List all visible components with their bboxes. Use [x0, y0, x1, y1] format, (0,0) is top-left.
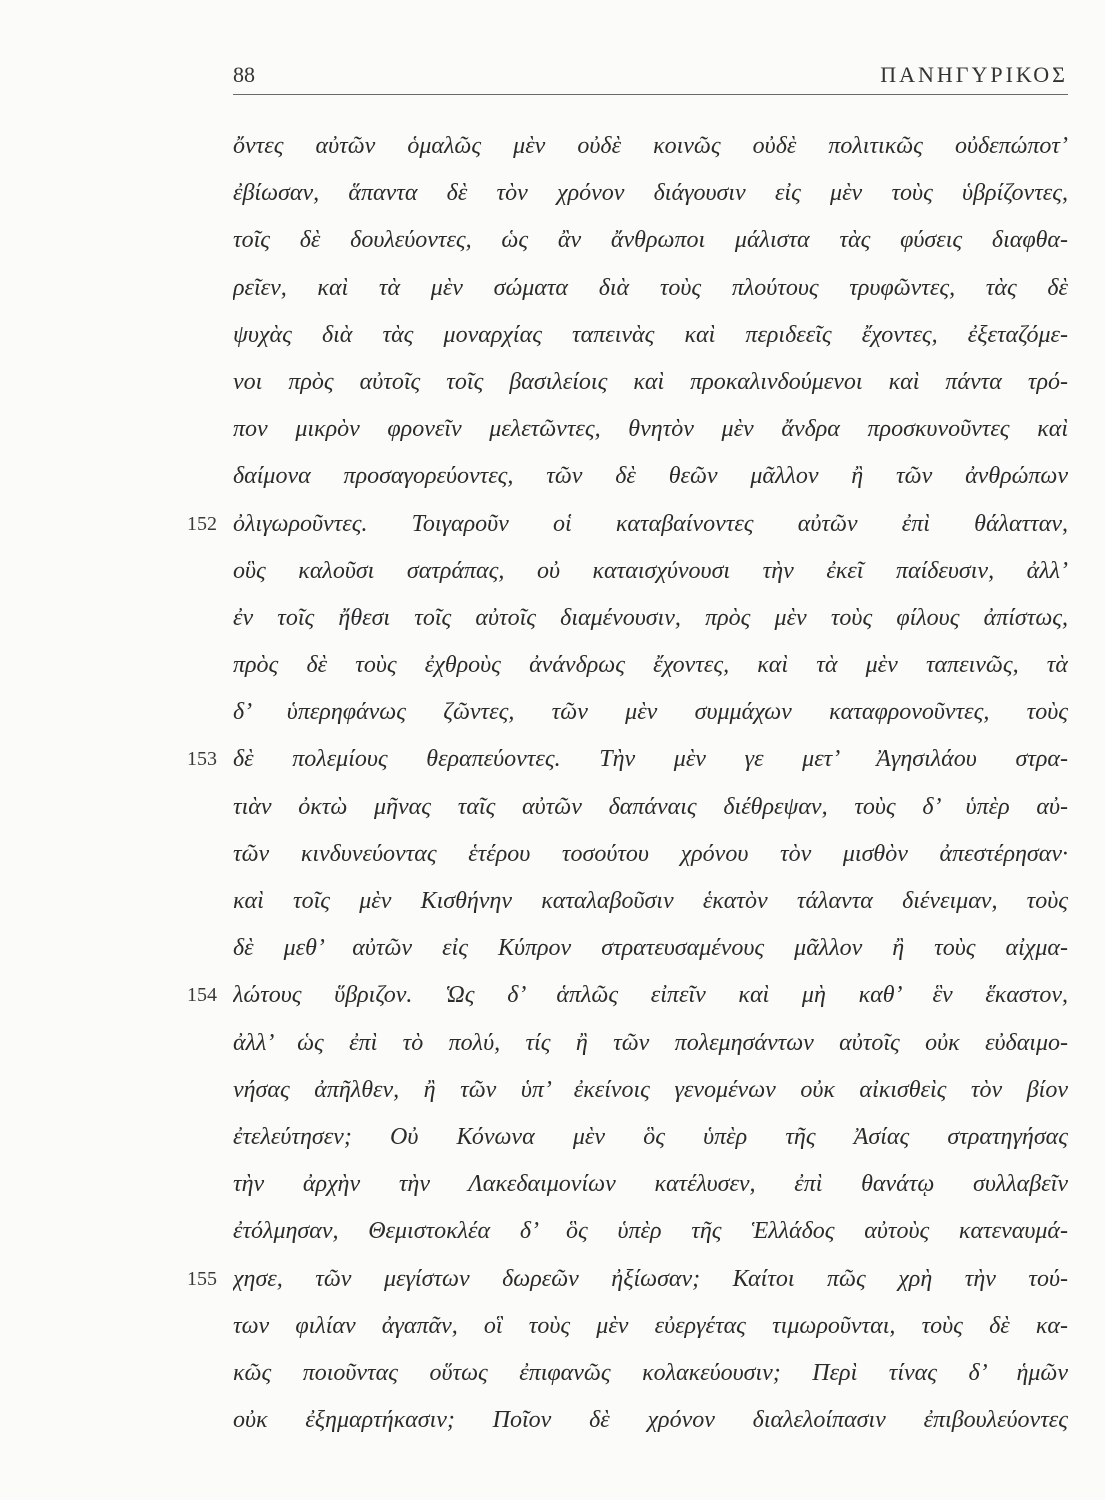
section-number: 154 [187, 984, 217, 1007]
line-text: λώτους ὕβριζον. Ὡς δ’ ἁπλῶς εἰπεῖν καὶ μὴ καθ’ ἓν ἕκαστον, [233, 982, 1068, 1009]
line-text: οὓς καλοῦσι σατράπας, οὐ καταισχύνουσι τὴν ἐκεῖ παίδευσιν, ἀλλ’ [233, 557, 1068, 584]
line-text: τῶν κινδυνεύοντας ἑτέρου τοσούτου χρόνου τὸν μισθὸν ἀπεστέρησαν· [233, 840, 1068, 867]
section-number: 155 [187, 1267, 217, 1290]
text-line [233, 1020, 1068, 1067]
text-line [233, 123, 1068, 170]
line-text: χησε, τῶν μεγίστων δωρεῶν ἠξίωσαν; Καίτοι πῶς χρὴ τὴν τού- [233, 1265, 1068, 1292]
line-text: ὀλιγωροῦντες. Τοιγαροῦν οἱ καταβαίνοντες αὐτῶν ἐπὶ θάλατταν, [233, 510, 1068, 537]
line-text: νήσας ἀπῆλθεν, ἢ τῶν ὑπ’ ἐκείνοις γενομένων οὐκ αἰκισθεὶς τὸν βίον [233, 1076, 1068, 1103]
header-rule [233, 94, 1068, 95]
line-text: ἐτελεύτησεν; Οὐ Κόνωνα μὲν ὃς ὑπὲρ τῆς Ἀσίας στρατηγήσας [233, 1123, 1068, 1150]
body-text [187, 123, 1068, 1444]
section-number: 152 [187, 512, 217, 535]
text-line [233, 925, 1068, 972]
text-line [233, 406, 1068, 453]
text-line [187, 1256, 1068, 1303]
text-line [187, 972, 1068, 1019]
line-text: δαίμονα προσαγορεύοντες, τῶν δὲ θεῶν μᾶλλον ἢ τῶν ἀνθρώπων [233, 463, 1068, 490]
line-text: ἐν τοῖς ἤθεσι τοῖς αὐτοῖς διαμένουσιν, πρὸς μὲν τοὺς φίλους ἀπίστως, [233, 604, 1068, 631]
line-text: τοῖς δὲ δουλεύοντες, ὡς ἂν ἄνθρωποι μάλιστα τὰς φύσεις διαφθα- [233, 227, 1068, 254]
line-text: ψυχὰς διὰ τὰς μοναρχίας ταπεινὰς καὶ περιδεεῖς ἔχοντες, ἐξεταζόμε- [233, 321, 1068, 348]
line-text: νοι πρὸς αὐτοῖς τοῖς βασιλείοις καὶ προκαλινδούμενοι καὶ πάντα τρό- [233, 368, 1068, 395]
line-text: δ’ ὑπερηφάνως ζῶντες, τῶν μὲν συμμάχων καταφρονοῦντες, τοὺς [233, 699, 1068, 726]
text-line [233, 878, 1068, 925]
text-line [233, 595, 1068, 642]
line-text: πον μικρὸν φρονεῖν μελετῶντες, θνητὸν μὲν ἄνδρα προσκυνοῦντες καὶ [233, 416, 1068, 443]
text-line [187, 736, 1068, 783]
section-number: 153 [187, 748, 217, 771]
line-text: τὴν ἀρχὴν τὴν Λακεδαιμονίων κατέλυσεν, ἐπὶ θανάτῳ συλλαβεῖν [233, 1171, 1068, 1198]
text-line [233, 1397, 1068, 1444]
text-line [233, 689, 1068, 736]
text-line [233, 217, 1068, 264]
line-text: ρεῖεν, καὶ τὰ μὲν σώματα διὰ τοὺς πλούτους τρυφῶντες, τὰς δὲ [233, 274, 1068, 301]
line-text: δὲ πολεμίους θεραπεύοντες. Τὴν μὲν γε μετ’ Ἀγησιλάου στρα- [233, 746, 1068, 773]
line-text: ἐβίωσαν, ἅπαντα δὲ τὸν χρόνον διάγουσιν εἰς μὲν τοὺς ὑβρίζοντες, [233, 180, 1068, 207]
line-text: ἀλλ’ ὡς ἐπὶ τὸ πολύ, τίς ἢ τῶν πολεμησάντων αὐτοῖς οὐκ εὐδαιμο- [233, 1029, 1068, 1056]
text-line [233, 170, 1068, 217]
running-title: ΠΑΝΗΓΥΡΙΚΟΣ [880, 62, 1068, 87]
line-text: των φιλίαν ἀγαπᾶν, οἳ τοὺς μὲν εὐεργέτας τιμωροῦνται, τοὺς δὲ κα- [233, 1312, 1068, 1339]
text-line [233, 1303, 1068, 1350]
text-line [233, 453, 1068, 500]
text-line [233, 1067, 1068, 1114]
line-text: καὶ τοῖς μὲν Κισθήνην καταλαβοῦσιν ἑκατὸν τάλαντα διένειμαν, τοὺς [233, 888, 1068, 914]
text-line [233, 831, 1068, 878]
line-text: ἐτόλμησαν, Θεμιστοκλέα δ’ ὃς ὑπὲρ τῆς Ἑλλάδος αὐτοὺς κατεναυμά- [233, 1218, 1068, 1245]
text-line [233, 1114, 1068, 1161]
text-line [233, 642, 1068, 689]
page-number: 88 [233, 62, 255, 87]
text-line [187, 501, 1068, 548]
line-text: τιὰν ὀκτὼ μῆνας ταῖς αὐτῶν δαπάναις διέθρεψαν, τοὺς δ’ ὑπὲρ αὐ- [233, 793, 1068, 820]
line-text: ὄντες αὐτῶν ὁμαλῶς μὲν οὐδὲ κοινῶς οὐδὲ πολιτικῶς οὐδεπώποτ’ [233, 133, 1068, 159]
text-line [233, 312, 1068, 359]
text-line [233, 1208, 1068, 1255]
text-line [233, 359, 1068, 406]
text-line [233, 265, 1068, 312]
line-text: κῶς ποιοῦντας οὕτως ἐπιφανῶς κολακεύουσιν; Περὶ τίνας δ’ ἡμῶν [233, 1359, 1068, 1386]
line-text: δὲ μεθ’ αὐτῶν εἰς Κύπρον στρατευσαμένους μᾶλλον ἢ τοὺς αἰχμα- [233, 935, 1068, 962]
text-line [233, 1350, 1068, 1397]
text-line [233, 548, 1068, 595]
text-line [233, 784, 1068, 831]
text-line [233, 1161, 1068, 1208]
line-text: οὐκ ἐξημαρτήκασιν; Ποῖον δὲ χρόνον διαλελοίπασιν ἐπιβουλεύοντες [233, 1407, 1068, 1434]
line-text: πρὸς δὲ τοὺς ἐχθροὺς ἀνάνδρως ἔχοντες, καὶ τὰ μὲν ταπεινῶς, τὰ [233, 652, 1068, 679]
